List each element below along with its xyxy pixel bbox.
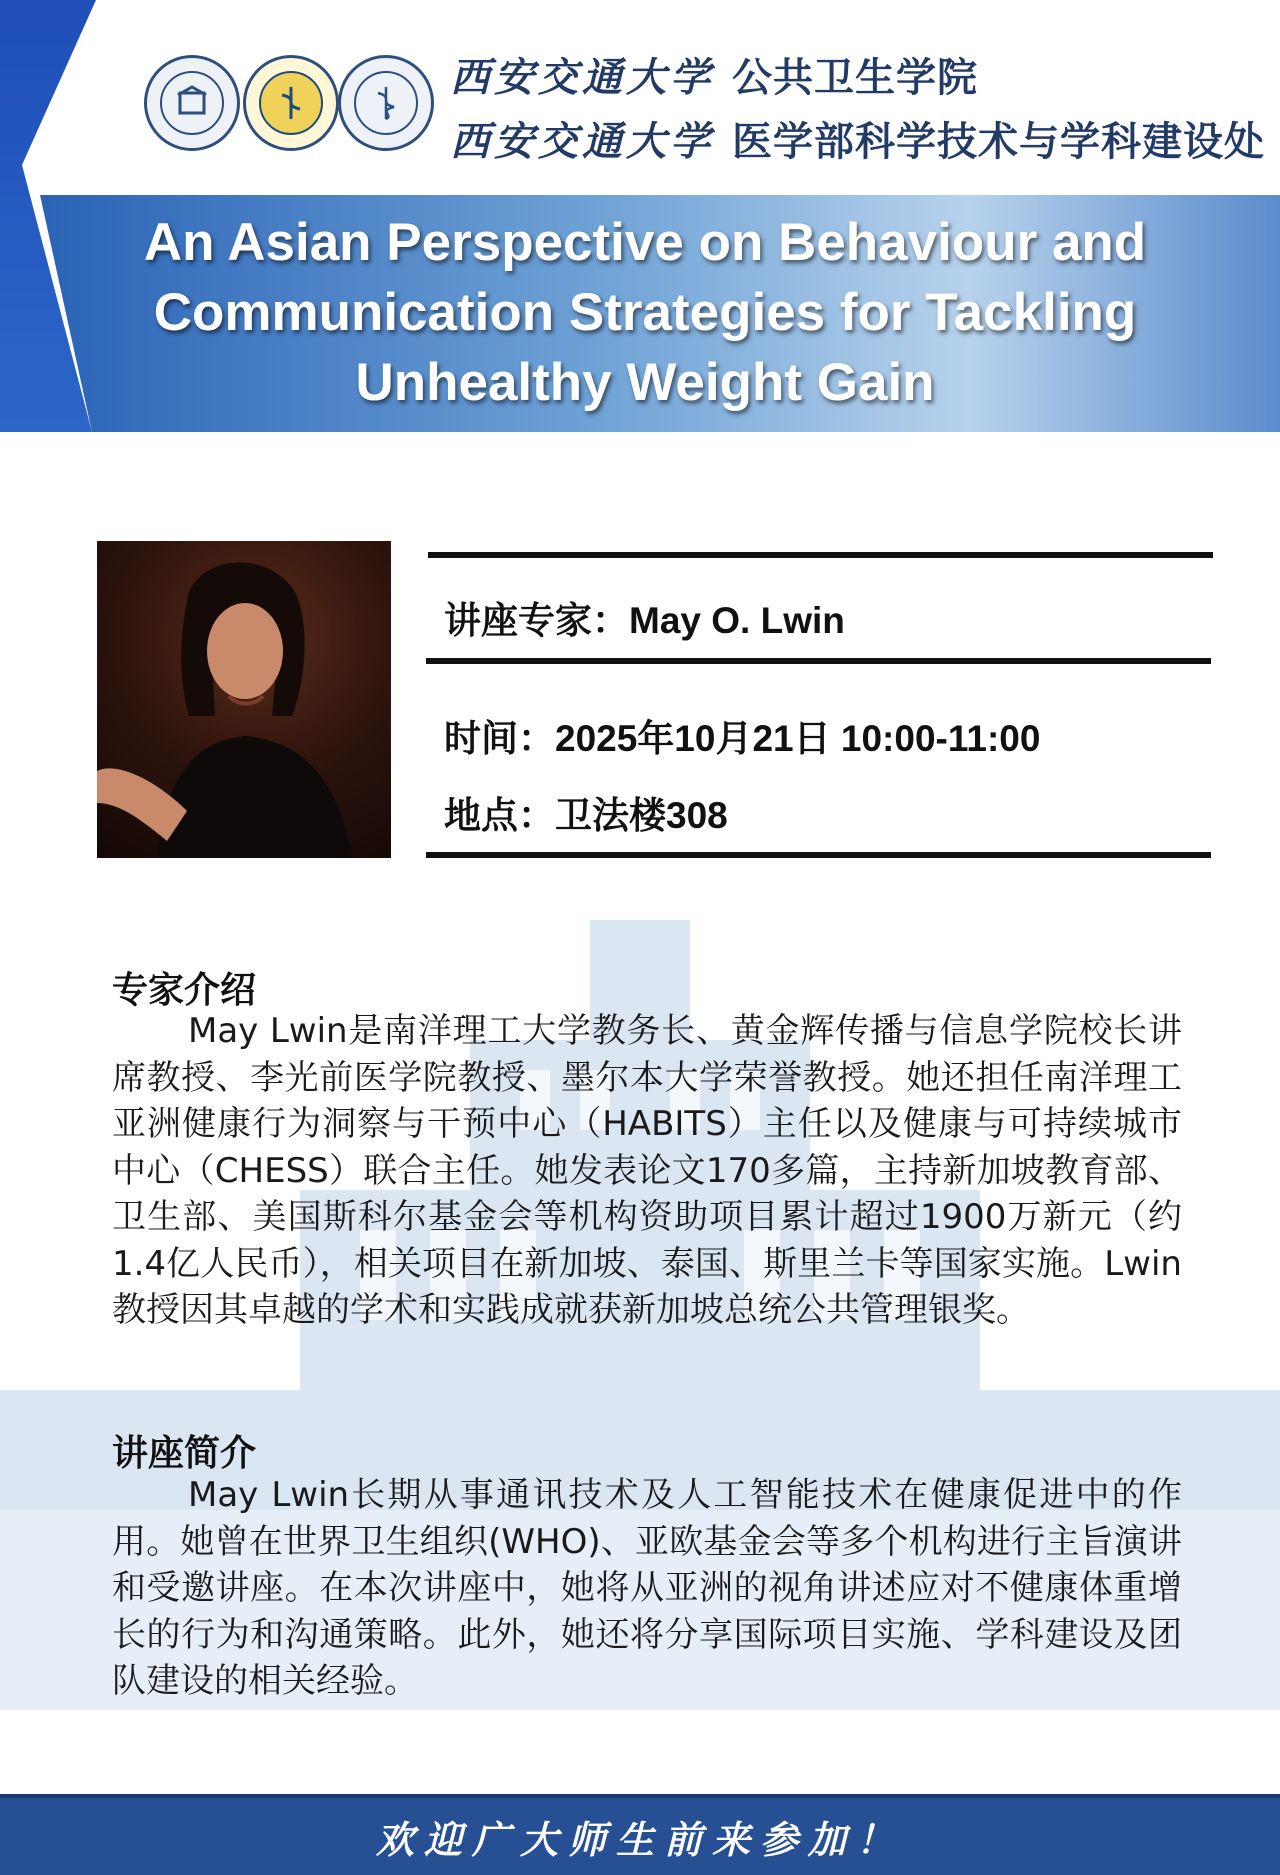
speaker-photo — [97, 541, 391, 858]
speaker-name: May O. Lwin — [629, 600, 845, 641]
place-info — [444, 785, 728, 839]
university-name: 西安交通大学 — [450, 54, 714, 101]
bio-heading: 专家介绍 — [112, 970, 257, 1011]
welcome-text: 欢迎广大师生前来参加！ — [375, 1817, 904, 1862]
school-of-public-health: 公共卫生学院 — [732, 54, 978, 101]
info-rule-top — [428, 552, 1213, 558]
time-value: 2025年10月21日 10:00-11:00 — [555, 718, 1041, 759]
institution-line-2 — [450, 110, 1265, 167]
speaker-label: 讲座专家： — [444, 600, 629, 641]
university-emblem-logo — [144, 55, 240, 151]
title-line-2: Communication Strategies for Tackling — [153, 283, 1137, 342]
footer-banner — [0, 1794, 1280, 1875]
science-technology-office: 医学部科学技术与学科建设处 — [732, 118, 1265, 165]
info-rule-bottom — [426, 852, 1211, 858]
header — [0, 0, 1280, 195]
time-label: 时间： — [444, 718, 555, 759]
medical-school-logo — [243, 55, 339, 151]
public-health-school-logo — [338, 55, 434, 151]
place-label: 地点： — [444, 795, 555, 836]
speaker-info — [444, 590, 845, 644]
title-line-3: Unhealthy Weight Gain — [355, 353, 935, 412]
place-value: 卫法楼308 — [555, 795, 728, 836]
time-info — [444, 708, 1040, 762]
bio-text: May Lwin是南洋理工大学教务长、黄金辉传播与信息学院校长讲席教授、李光前医学院教授、墨尔本大学荣誉教授。她还担任南洋理工亚洲健康行为洞察与干预中心（HABITS）主任以及健康与可持续城市中心（CHESS）联合主任。她发表论文170多篇，主持新加坡教育部、卫生部、美国斯科尔基金会等机构资助项目累计超过1900万新元（约1.4亿人民币），相关项目在新加坡、泰国、斯里兰卡等国家实施。Lwin教授因其卓越的学术和实践成就获新加坡总统公共管理银奖。 — [112, 1011, 1182, 1330]
lecture-title — [85, 208, 1205, 418]
lecture-text: May Lwin长期从事通讯技术及人工智能技术在健康促进中的作用。她曾在世界卫生组织(WHO)、亚欧基金会等多个机构进行主旨演讲和受邀讲座。在本次讲座中，她将从亚洲的视角讲述应对不健康体重增长的行为和沟通策略。此外，她还将分享国际项目实施、学科建设及团队建设的相关经验。 — [112, 1475, 1182, 1701]
lecture-heading: 讲座简介 — [112, 1433, 257, 1474]
university-name: 西安交通大学 — [450, 118, 714, 165]
info-rule-middle — [426, 658, 1211, 664]
institution-line-1 — [450, 46, 978, 103]
title-line-1: An Asian Perspective on Behaviour and — [143, 213, 1147, 272]
